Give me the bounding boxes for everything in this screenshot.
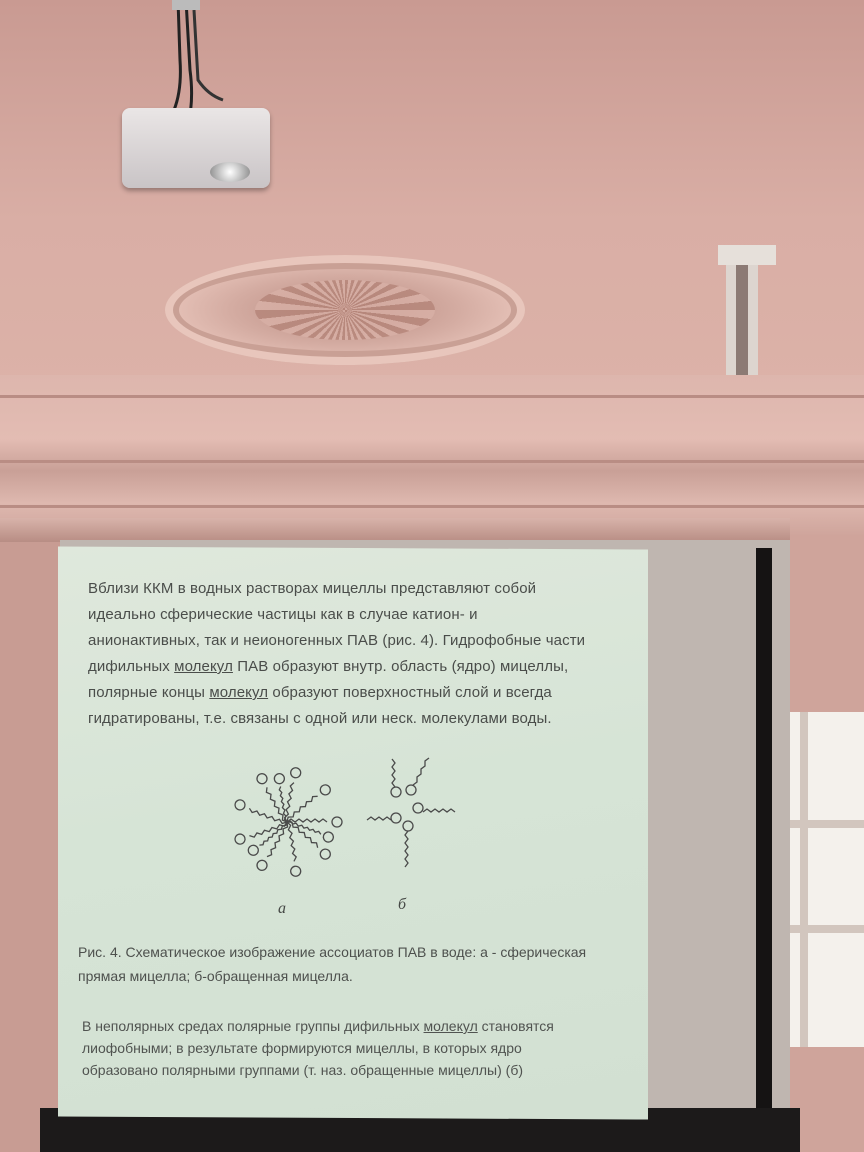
- screen-case: [0, 518, 790, 542]
- wall-pipe: [718, 245, 778, 385]
- slide-paragraph: [88, 576, 633, 732]
- text-span: полярные концы: [88, 684, 210, 701]
- paragraph-line: идеально сферические частицы как в случае катион- и: [88, 606, 478, 623]
- figure-label-b: б: [398, 896, 407, 913]
- micelle-diagram: [225, 740, 475, 930]
- bottom-line: образовано полярными группами (т. наз. обращенные мицеллы) (б): [82, 1062, 523, 1078]
- bottom-line: лиофобными; в результате формируются мицеллы, в которых ядро: [82, 1040, 522, 1056]
- text-span: В неполярных средах полярные группы дифильных: [82, 1018, 424, 1034]
- caption-line: Рис. 4. Схематическое изображение ассоциатов ПАВ в воде: а - сферическая: [78, 944, 587, 960]
- molecule-link: молекул: [174, 658, 233, 675]
- screen-border: [756, 548, 772, 1118]
- spherical-micelle-a: [234, 767, 342, 877]
- paragraph-line: Вблизи ККМ в водных растворах мицеллы представляют собой: [88, 580, 537, 597]
- rosette-pattern: [255, 280, 435, 340]
- window-frame: [778, 925, 864, 933]
- beam-edge: [0, 395, 864, 398]
- paragraph-line: [88, 654, 633, 680]
- text-span: дифильных: [88, 658, 175, 675]
- bottom-line: [82, 1015, 642, 1037]
- ceiling-projector: [122, 108, 270, 188]
- window: [778, 712, 864, 1047]
- paragraph-line: анионактивных, так и неионогенных ПАВ (рис. 4). Гидрофобные части: [88, 632, 586, 649]
- slide-bottom-paragraph: [82, 1015, 642, 1081]
- beam-edge: [0, 460, 864, 463]
- paragraph-line: [88, 680, 633, 706]
- window-frame: [778, 820, 864, 828]
- projector-lens: [210, 162, 250, 182]
- figure-caption: [78, 940, 638, 988]
- figure-label-a: а: [278, 900, 286, 917]
- molecule-link: молекул: [423, 1018, 478, 1034]
- text-span: ПАВ образуют внутр. область (ядро) мицеллы,: [232, 658, 569, 675]
- caption-line: прямая мицелла; б-обращенная мицелла.: [78, 968, 353, 984]
- ceiling-rosette: [165, 255, 525, 365]
- beam-edge: [0, 505, 864, 508]
- text-span: становятся: [477, 1018, 554, 1034]
- reverse-micelle-b: [367, 758, 455, 867]
- paragraph-line: гидратированы, т.е. связаны с одной или неск. молекулами воды.: [88, 710, 552, 727]
- ceiling-beam: [0, 375, 864, 535]
- molecule-link: молекул: [209, 684, 269, 701]
- window-frame: [800, 712, 808, 1047]
- text-span: образуют поверхностный слой и всегда: [268, 684, 552, 701]
